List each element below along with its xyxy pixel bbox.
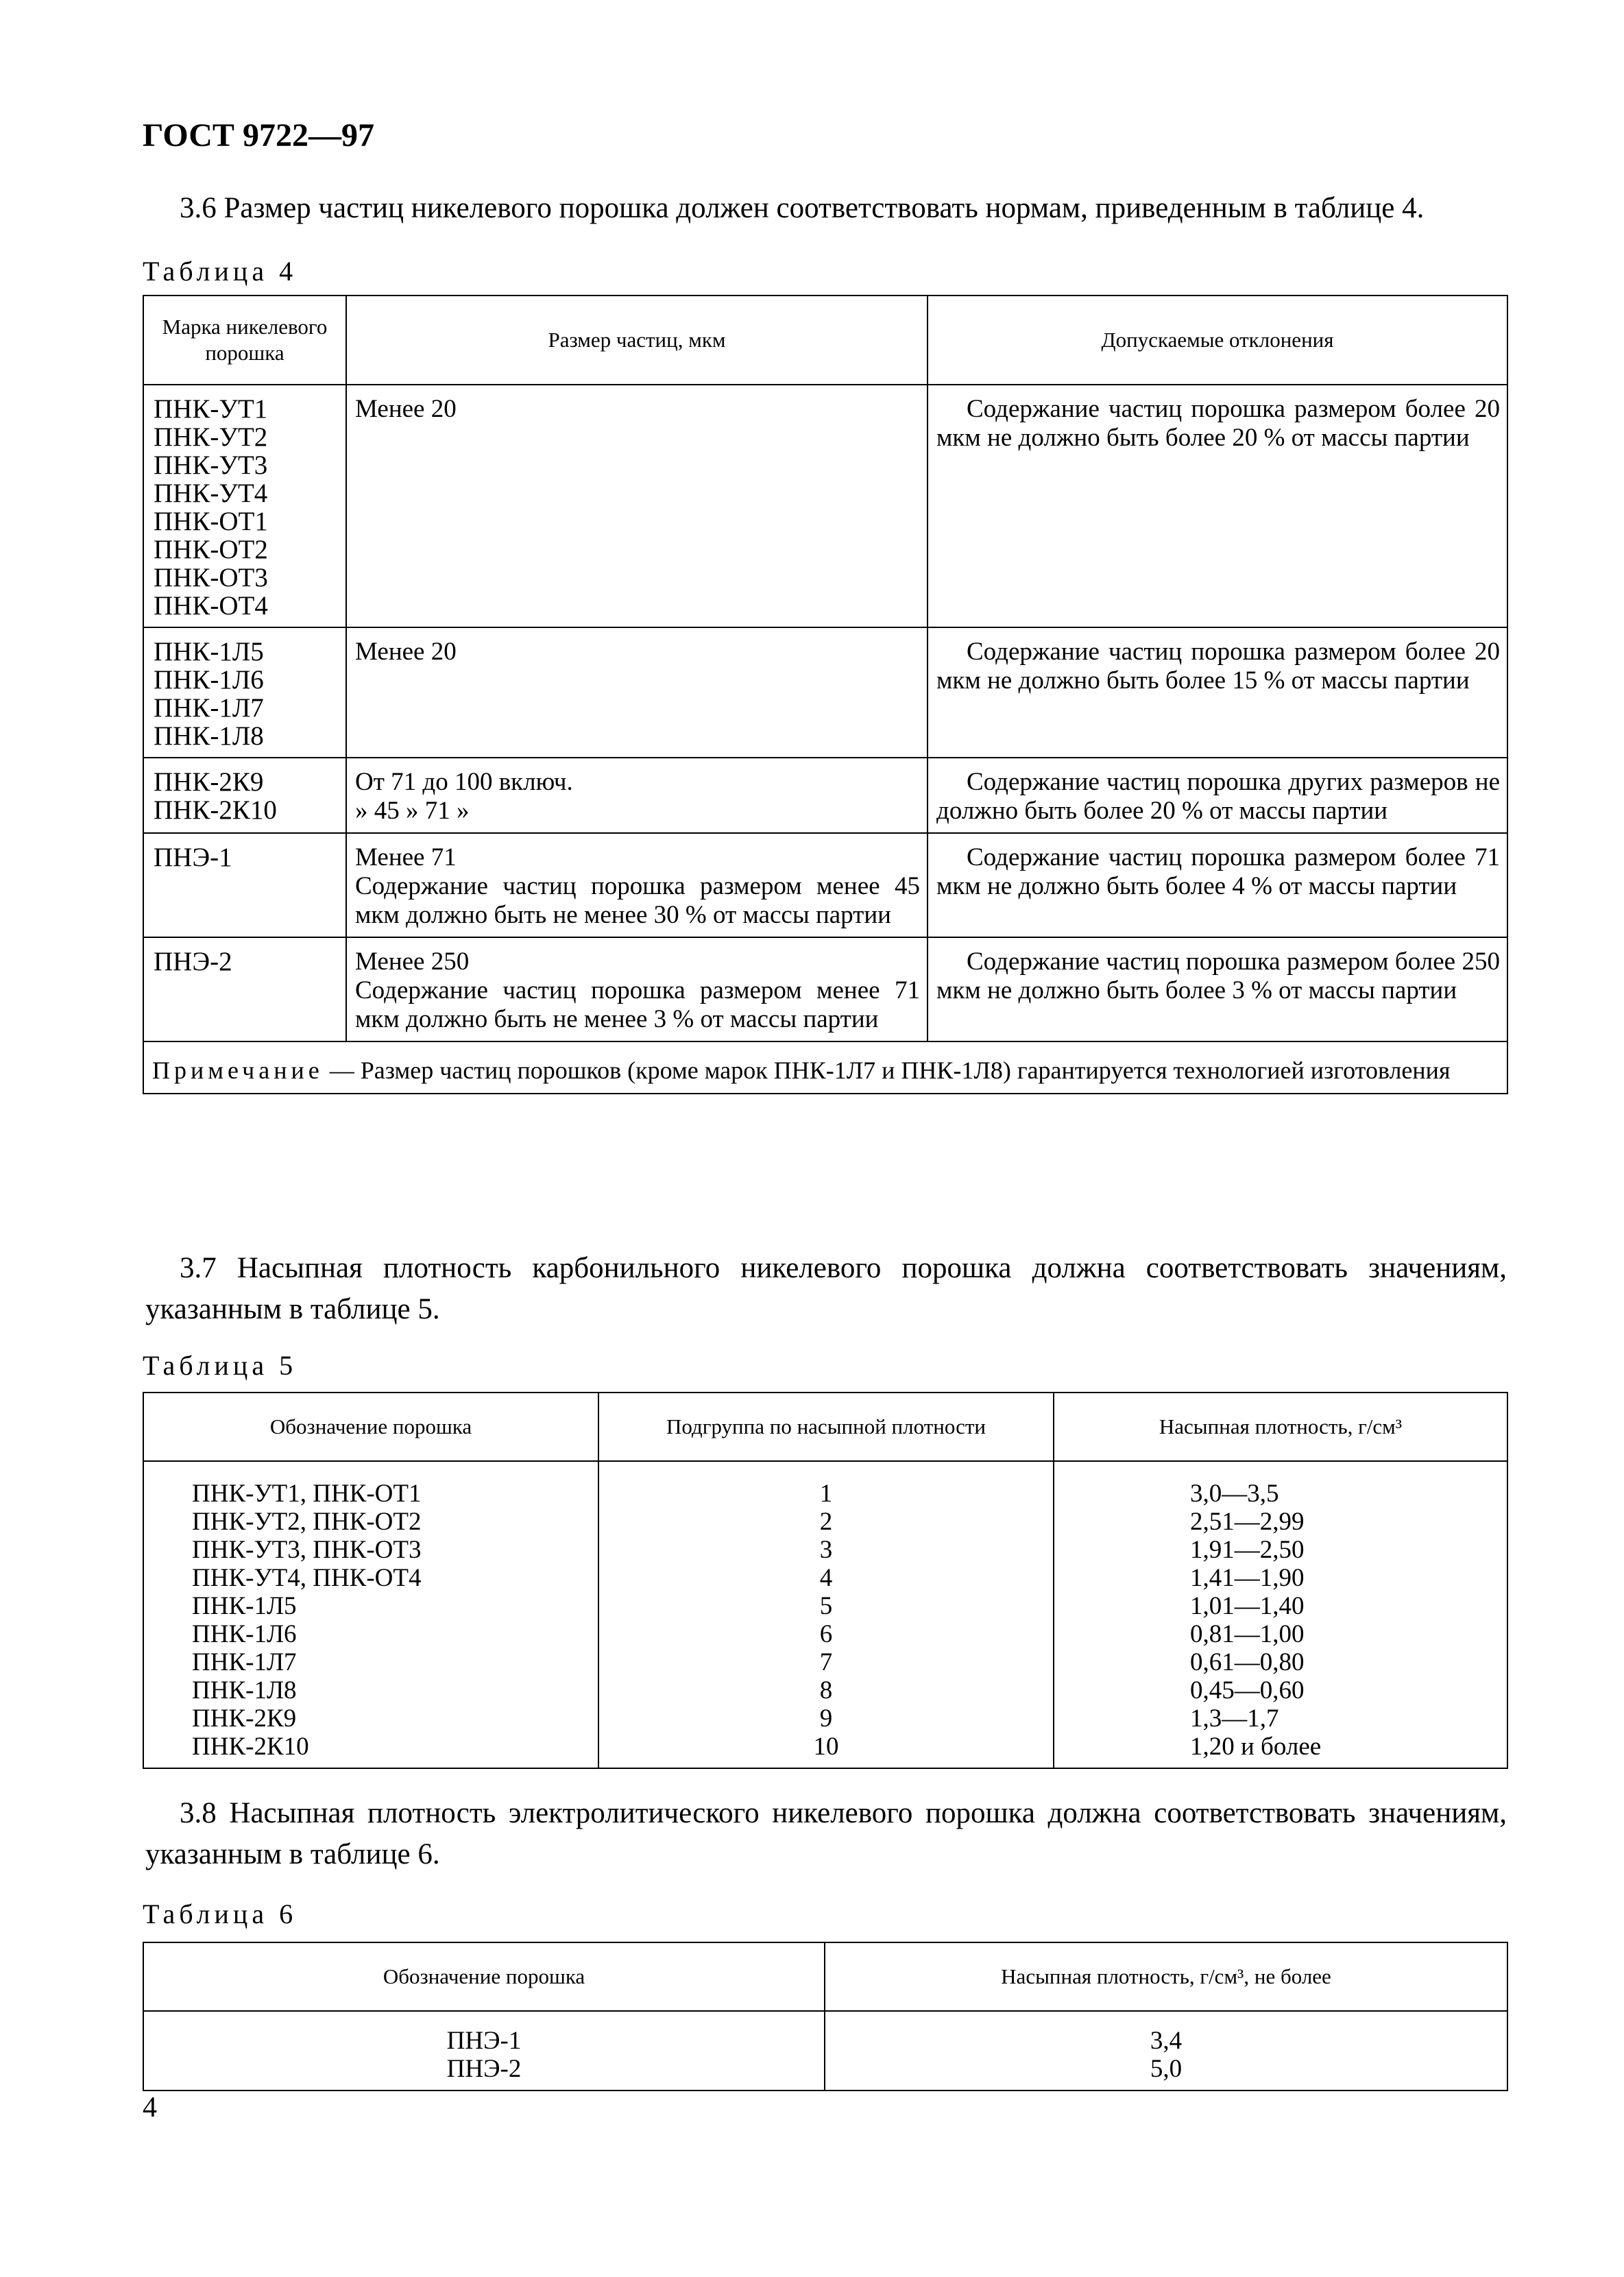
deviation-text: Содержание частиц порошка размером более 250 мкм не должно быть более 3 % от массы партии — [936, 948, 1500, 1004]
table-5-densitie-item: 1,01—1,40 — [1190, 1592, 1305, 1620]
table-5-group-item: 2 — [819, 1508, 833, 1536]
mark-name: ПНК-УТ2 — [154, 422, 268, 452]
mark-name: ПНК-ОТ1 — [154, 507, 268, 536]
deviation-text: Содержание частиц порошка размером более 20 мкм не должно быть более 20 % от массы партии — [936, 395, 1500, 452]
table-5-name-item: ПНК-УТ1, ПНК-ОТ1 — [192, 1480, 422, 1508]
mark-name: ПНК-ОТ4 — [154, 591, 268, 621]
table-4-note — [143, 1041, 1507, 1094]
table-5-name-item: ПНК-2К9 — [192, 1704, 297, 1733]
deviation-cell — [928, 758, 1507, 833]
table-4-caption: Таблица 4 — [143, 256, 298, 287]
table-5-densitie-item: 2,51—2,99 — [1190, 1508, 1305, 1536]
mark-cell — [143, 833, 346, 937]
table-5-name-item: ПНК-2К10 — [192, 1733, 309, 1761]
mark-cell — [143, 758, 346, 833]
table-row — [143, 937, 1507, 1041]
size-cell — [346, 937, 928, 1041]
table-5-groups-column — [598, 1461, 1054, 1768]
table-5-group-item: 10 — [813, 1733, 839, 1761]
table-5-densitie-item: 3,0—3,5 — [1190, 1480, 1279, 1508]
table-5-group-item: 4 — [819, 1564, 833, 1592]
table-5-group-item: 7 — [819, 1648, 833, 1676]
table-5-density-column — [1054, 1461, 1507, 1768]
table-6-density-column — [825, 2011, 1507, 2091]
deviation-cell — [928, 627, 1507, 758]
table-5-densitie-item: 1,91—2,50 — [1190, 1536, 1305, 1564]
size-cell — [346, 833, 928, 937]
table-5-densitie-item: 1,20 и более — [1190, 1733, 1322, 1761]
deviation-text: Содержание частиц порошка размером более 71 мкм не должно быть более 4 % от массы партии — [936, 843, 1500, 900]
table-5-name-item: ПНК-1Л7 — [192, 1648, 297, 1676]
mark-name: ПНЭ-2 — [154, 947, 232, 976]
table-6-names-column — [143, 2011, 825, 2091]
table-6 — [143, 1942, 1508, 2091]
mark-name: ПНК-2К9 — [154, 767, 264, 797]
table-5-name-item: ПНК-1Л6 — [192, 1620, 297, 1648]
table-row — [143, 385, 1507, 627]
table-4-header-mark: Марка никелевого порошка — [143, 296, 346, 385]
table-row — [143, 627, 1507, 758]
size-line: От 71 до 100 включ. — [355, 768, 573, 796]
mark-name: ПНК-1Л6 — [154, 665, 264, 695]
size-cell — [346, 385, 928, 627]
table-6-density-item: 5,0 — [1150, 2055, 1183, 2083]
deviation-text: Содержание частиц порошка других размеров не должно быть более 20 % от массы партии — [936, 768, 1500, 825]
mark-name: ПНК-УТ1 — [154, 394, 268, 424]
mark-name: ПНК-1Л7 — [154, 693, 264, 723]
size-line: Менее 71 — [355, 843, 457, 871]
table-6-name-item: ПНЭ-1 — [446, 2027, 522, 2055]
mark-name: ПНК-УТ4 — [154, 479, 268, 508]
mark-name: ПНЭ-1 — [154, 843, 232, 872]
table-6-caption: Таблица 6 — [143, 1899, 298, 1929]
table-6-header-name: Обозначение порошка — [143, 1942, 825, 2011]
table-5-name-item: ПНК-УТ4, ПНК-ОТ4 — [192, 1564, 422, 1592]
size-line: Содержание частиц порошка размером менее 71 мкм должно быть не менее 3 % от массы партии — [355, 976, 920, 1033]
table-5 — [143, 1392, 1508, 1769]
mark-cell — [143, 385, 346, 627]
mark-cell — [143, 627, 346, 758]
table-row — [143, 758, 1507, 833]
table-5-densitie-item: 0,45—0,60 — [1190, 1676, 1305, 1704]
paragraph-3-8: 3.8 Насыпная плотность электролитического никелевого порошка должна соответствовать значениям, указанным в таблице 6. — [145, 1797, 1507, 1870]
table-5-group-item: 8 — [819, 1676, 833, 1704]
table-5-group-item: 6 — [819, 1620, 833, 1648]
note-label: Примечание — [152, 1057, 324, 1084]
document-header: ГОСТ 9722—97 — [143, 117, 374, 154]
size-line: Менее 20 — [355, 395, 457, 423]
mark-name: ПНК-2К10 — [154, 795, 277, 825]
table-5-group-item: 9 — [819, 1704, 833, 1733]
table-6-header-density: Насыпная плотность, г/см³, не более — [825, 1942, 1507, 2011]
deviation-cell — [928, 833, 1507, 937]
table-5-densitie-item: 0,81—1,00 — [1190, 1620, 1305, 1648]
table-4 — [143, 295, 1508, 1094]
table-6-density-item: 3,4 — [1150, 2027, 1183, 2055]
table-5-name-item: ПНК-1Л5 — [192, 1592, 297, 1620]
mark-name: ПНК-ОТ3 — [154, 563, 268, 592]
table-5-group-item: 5 — [819, 1592, 833, 1620]
table-4-header-deviation: Допускаемые отклонения — [928, 296, 1507, 385]
table-5-densitie-item: 1,3—1,7 — [1190, 1704, 1279, 1733]
size-cell — [346, 627, 928, 758]
note-text: — Размер частиц порошков (кроме марок ПНК-1Л7 и ПНК-1Л8) гарантируется технологией изготовления — [323, 1057, 1451, 1084]
table-5-group-item: 3 — [819, 1536, 833, 1564]
table-5-header-name: Обозначение порошка — [143, 1393, 598, 1461]
size-line: Содержание частиц порошка размером менее 45 мкм должно быть не менее 30 % от массы партии — [355, 872, 920, 929]
table-5-name-item: ПНК-1Л8 — [192, 1676, 297, 1704]
deviation-cell — [928, 385, 1507, 627]
table-5-name-item: ПНК-УТ2, ПНК-ОТ2 — [192, 1508, 422, 1536]
size-line: » 45 » 71 » — [355, 797, 470, 825]
mark-name: ПНК-УТ3 — [154, 450, 268, 480]
paragraph-3-6: 3.6 Размер частиц никелевого порошка должен соответствовать нормам, приведенным в таблице 4. — [180, 192, 1425, 224]
table-5-header-density: Насыпная плотность, г/см³ — [1054, 1393, 1507, 1461]
table-5-name-item: ПНК-УТ3, ПНК-ОТ3 — [192, 1536, 422, 1564]
table-5-names-column — [143, 1461, 598, 1768]
table-4-header-size: Размер частиц, мкм — [346, 296, 928, 385]
size-line: Менее 250 — [355, 948, 470, 976]
table-5-header-subgroup: Подгруппа по насыпной плотности — [598, 1393, 1054, 1461]
table-6-name-item: ПНЭ-2 — [446, 2055, 522, 2083]
mark-name: ПНК-ОТ2 — [154, 535, 268, 564]
size-cell — [346, 758, 928, 833]
deviation-text: Содержание частиц порошка размером более 20 мкм не должно быть более 15 % от массы партии — [936, 638, 1500, 695]
table-row — [143, 833, 1507, 937]
page-number: 4 — [143, 2092, 157, 2123]
mark-name: ПНК-1Л8 — [154, 721, 264, 751]
table-5-group-item: 1 — [819, 1480, 833, 1508]
table-5-densitie-item: 0,61—0,80 — [1190, 1648, 1305, 1676]
mark-cell — [143, 937, 346, 1041]
table-5-densitie-item: 1,41—1,90 — [1190, 1564, 1305, 1592]
paragraph-3-7: 3.7 Насыпная плотность карбонильного никелевого порошка должна соответствовать значениям, указанным в таблице 5. — [145, 1252, 1507, 1325]
deviation-cell — [928, 937, 1507, 1041]
table-5-caption: Таблица 5 — [143, 1350, 298, 1381]
size-line: Менее 20 — [355, 638, 457, 666]
mark-name: ПНК-1Л5 — [154, 637, 264, 666]
